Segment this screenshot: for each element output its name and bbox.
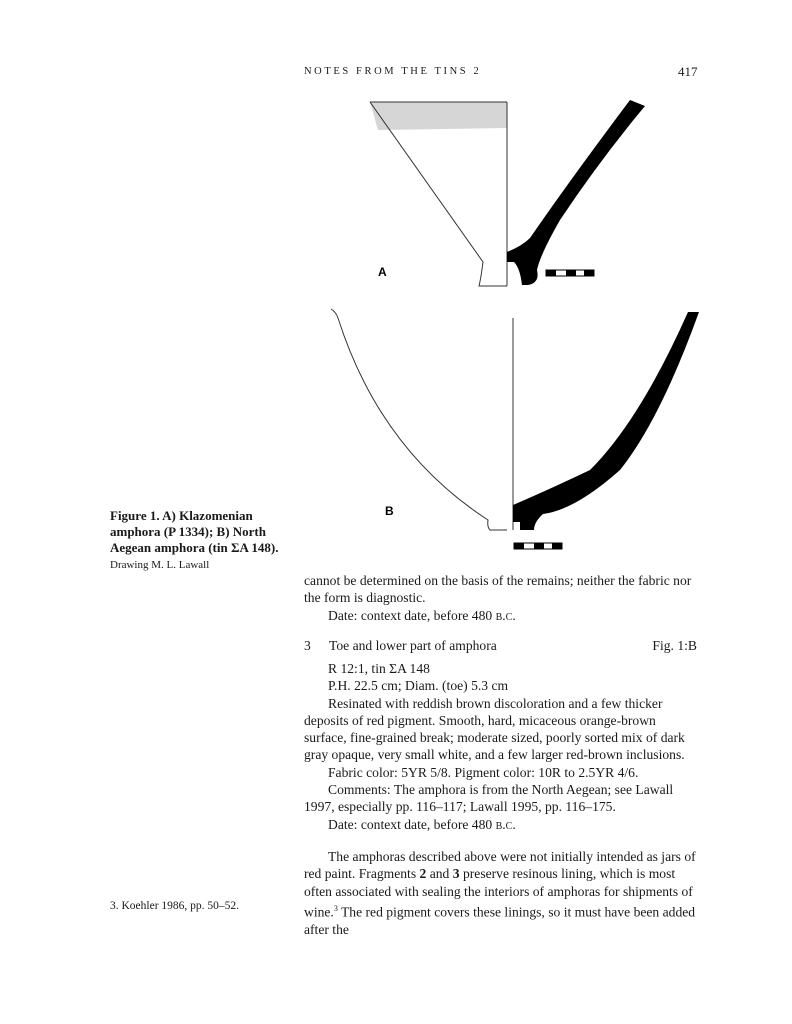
closing-paragraph: The amphoras described above were not initially intended as jars of red paint. Fragments 2 and 3 preserve resinous lining, which is most often associated with sealing the interiors of amphoras for shipments of wine.$^3$ The red pigment covers these linings, so it must have been added after the — [304, 849, 696, 937]
amphora-a-band — [370, 102, 507, 130]
entry-figure-ref: Fig. 1:B — [652, 638, 697, 653]
entry-number: 3 — [304, 638, 311, 653]
ref-fragment-2: 2 — [419, 866, 427, 882]
entry-dimensions: P.H. 22.5 cm; Diam. (toe) 5.3 cm — [328, 678, 509, 694]
footnote-3: 3. Koehler 1986, pp. 50–52. — [110, 900, 240, 912]
amphora-b-section — [513, 312, 699, 530]
entry-body — [304, 660, 697, 833]
caption-credit: Drawing M. L. Lawall — [110, 559, 210, 571]
entry-title: Toe and lower part of amphora — [329, 638, 497, 653]
scale-bar-a — [546, 270, 594, 276]
figure-caption — [110, 508, 300, 573]
ref-fragment-3: 3 — [452, 866, 460, 882]
footnote-marker: 3 — [333, 903, 338, 913]
scale-bar-b — [514, 543, 562, 549]
running-header: NOTES FROM THE TINS 2 — [304, 66, 482, 77]
amphora-b-outline — [331, 309, 507, 530]
figure-label-a: A — [378, 265, 387, 279]
figure-label-b: B — [385, 504, 394, 518]
page-number: 417 — [678, 64, 698, 79]
prev-entry — [304, 572, 697, 624]
prev-entry-text: cannot be determined on the basis of the remains; neither the fabric nor the form is diagnostic. — [304, 573, 692, 606]
entry-comments: Comments: The amphora is from the North Aegean; see Lawall 1997, especially pp. 116–117; Lawall 1995, pp. 116–175. — [304, 782, 674, 815]
entry-location: R 12:1, tin ΣA 148 — [328, 661, 430, 676]
entry-description: Resinated with reddish brown discoloration and a few thicker deposits of red pigment. Smooth, hard, micaceous orange-brown surface, fine-grained break; moderate sized, poorly sorted mix of dark gray opaque, very small white, and a few larger red-brown inclusions. — [304, 695, 685, 763]
amphora-a-section — [507, 100, 645, 285]
entry-date: Date: context date, before 480 b.c. — [328, 816, 516, 832]
caption-title: Figure 1. A) Klazomenian amphora (P 1334); B) North Aegean amphora (tin ΣA 148). — [110, 508, 279, 555]
prev-entry-date: Date: context date, before 480 b.c. — [328, 607, 516, 623]
amphora-a-drawing — [370, 100, 645, 286]
entry-fabric: Fabric color: 5YR 5/8. Pigment color: 10R to 2.5YR 4/6. — [328, 764, 639, 780]
